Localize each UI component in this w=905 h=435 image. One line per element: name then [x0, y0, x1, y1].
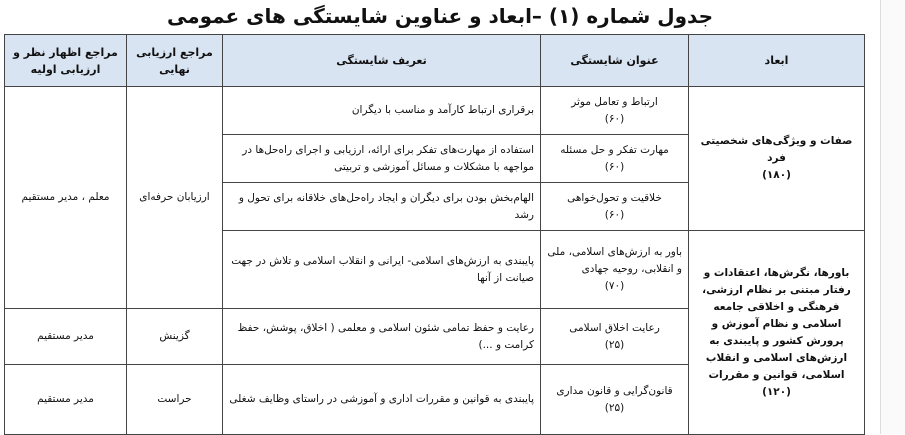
page-margin — [880, 0, 905, 434]
competency-title: مهارت تفکر و حل مسئله — [560, 143, 669, 156]
dimension-score: (۱۲۰) — [762, 385, 791, 398]
final-assessment-cell: گزینش — [127, 309, 223, 365]
competency-definition: الهام‌بخش بودن برای دیگران و ایجاد راه‌حل‌های خلاقانه برای تحول و رشد — [223, 183, 541, 231]
competency-score: (۶۰) — [604, 112, 625, 125]
competency-title: رعایت اخلاق اسلامی — [569, 321, 660, 334]
competency-definition: رعایت و حفظ تمامی شئون اسلامی و معلمی ( اخلاق، پوشش، حفظ کرامت و ...) — [223, 309, 541, 365]
header-dimension: ابعاد — [689, 35, 865, 87]
initial-assessment-cell: معلم ، مدیر مستقیم — [5, 87, 127, 309]
competency-title-cell — [541, 87, 689, 135]
competency-definition: استفاده از مهارت‌های تفکر برای ارائه، ارزیابی و اجرای راه‌حل‌ها در مواجهه با مشکلات و مسائل آموزشی و تربیتی — [223, 135, 541, 183]
competency-definition: پایبندی به قوانین و مقررات اداری و آموزشی در راستای وظایف شغلی — [223, 365, 541, 435]
table-header-row — [5, 35, 865, 87]
header-competency-title: عنوان شایستگی — [541, 35, 689, 87]
competency-title: ارتباط و تعامل موثر — [571, 95, 658, 108]
competency-score: (۶۰) — [604, 208, 625, 221]
dimension-name: باورها، نگرش‌ها، اعتقادات و رفتار مبتنی بر نظام ارزشی، فرهنگی و اخلاقی جامعه اسلامی و نظام آموزش و پرورش کشور و پایبندی به ارزش‌های اسلامی و انقلاب اسلامی، قوانین و مقررات — [702, 266, 851, 381]
header-competency-definition: تعریف شایستگی — [223, 35, 541, 87]
competency-definition: برقراری ارتباط کارآمد و مناسب با دیگران — [223, 87, 541, 135]
competency-score: (۷۰) — [604, 280, 625, 292]
competency-title: قانون‌گرایی و قانون مداری — [556, 384, 673, 397]
header-final-assessment: مراجع ارزیابی نهایی — [127, 35, 223, 87]
table-row — [5, 87, 865, 135]
competency-title-cell — [541, 183, 689, 231]
competency-title-cell — [541, 135, 689, 183]
competency-table — [4, 34, 865, 435]
competency-score: (۶۰) — [604, 160, 625, 173]
initial-assessment-cell: مدیر مستقیم — [5, 365, 127, 435]
final-assessment-cell: حراست — [127, 365, 223, 435]
competency-title-cell — [541, 309, 689, 365]
competency-title: باور به ارزش‌های اسلامی، ملی و انقلابی، روحیه جهادی — [547, 246, 682, 275]
competency-score: (۲۵) — [604, 338, 625, 351]
page-title: جدول شماره (۱) –ابعاد و عناوین شایستگی های عمومی — [166, 4, 713, 28]
dimension-score: (۱۸۰) — [762, 169, 791, 181]
initial-assessment-cell: مدیر مستقیم — [5, 309, 127, 365]
competency-title-cell — [541, 231, 689, 309]
dimension-name: صفات و ویژگی‌های شخصیتی فرد — [700, 135, 853, 164]
competency-title: خلاقیت و تحول‌خواهی — [567, 191, 662, 204]
dimension-cell — [689, 87, 865, 231]
final-assessment-cell: ارزیابان حرفه‌ای — [127, 87, 223, 309]
competency-definition: پایبندی به ارزش‌های اسلامی- ایرانی و انقلاب اسلامی و تلاش در جهت صیانت از آنها — [223, 231, 541, 309]
competency-title-cell — [541, 365, 689, 435]
header-initial-assessment: مراجع اظهار نظر و ارزیابی اولیه — [5, 35, 127, 87]
dimension-cell — [689, 231, 865, 435]
competency-score: (۲۵) — [604, 401, 625, 414]
